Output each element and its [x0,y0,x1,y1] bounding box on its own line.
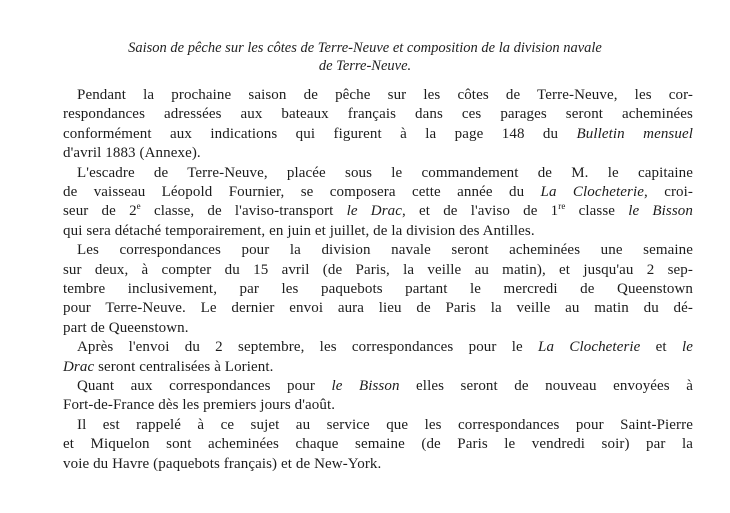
text-run: et [640,339,682,356]
text-line [77,377,693,396]
text-run: conformément aux indications qui figurent à la page 148 du [63,125,577,142]
text-run: classe, de l'aviso-transport [140,203,347,220]
text-line [63,396,335,415]
italic-text: le Drac [346,203,403,220]
text-run: seront centralisées à Lorient. [94,358,274,375]
text-run: pour Terre-Neuve. Le dernier envoi aura lieu de Paris la veille au matin du dé- [63,300,693,317]
text-line [63,319,189,338]
italic-text: le Bisson [331,378,400,394]
text-line [63,299,693,318]
text-run: , croi- [644,184,694,200]
text-run: Fort-de-France dès les premiers jours d'août. [63,397,336,414]
text-line [63,125,693,144]
text-run: Après l'envoi du 2 septembre, les correspondances pour le [77,339,539,356]
text-line [63,455,381,474]
text-run: d'avril 1883 (Annexe). [63,145,201,162]
heading-line-1: Saison de pêche sur les côtes de Terre-Neuve et composition de la division navale [128,40,602,56]
text-line [77,338,693,357]
text-run: tembre inclusivement, par les paquebots partant le mercredi de Queenstown [63,281,693,297]
text-line [63,435,693,454]
superscript-text: e [136,201,141,212]
text-line [63,183,693,202]
italic-text: La Clocheterie [538,339,641,356]
text-line [77,416,693,435]
text-line [63,222,535,241]
text-run: de vaisseau Léopold Fournier, se composera cette année du [63,184,541,200]
text-line [63,358,274,377]
text-run: Quant aux correspondances pour [77,378,332,394]
text-run: seur de 2 [63,203,137,220]
text-run: voie du Havre (paquebots français) et de New-York. [63,455,382,472]
italic-text: Bulletin mensuel [576,125,693,142]
text-run: elles seront de nouveau envoyées à [399,378,693,394]
text-run: part de Queenstown. [63,319,189,336]
italic-text: La Clocheterie [540,184,644,200]
text-run: classe [565,203,629,220]
text-run: respondances adressées aux bateaux français dans ces parages seront acheminées [63,106,693,123]
text-line [77,164,693,183]
text-run: Pendant la prochaine saison de pêche sur les côtes de Terre-Neuve, les cor- [77,87,693,103]
text-run: Les correspondances pour la division navale seront acheminées une semaine [77,242,693,259]
text-line [63,261,693,280]
text-line [63,202,693,221]
text-run: L'escadre de Terre-Neuve, placée sous le commandement de M. le capitaine [77,164,693,181]
superscript-text: re [558,201,566,212]
text-run: Il est rappelé à ce sujet au service que les correspondances pour Saint-Pierre [77,416,693,433]
text-line [63,280,693,299]
text-line [63,105,693,124]
heading-line-2: de Terre-Neuve. [318,58,412,74]
text-run: sur deux, à compter du 15 avril (de Paris, la veille au matin), et jusqu'au 2 sep- [63,261,693,278]
italic-text: le [681,339,693,356]
text-run: et Miquelon sont acheminées chaque semaine (de Paris le vendredi soir) par la [63,436,693,453]
text-line [77,241,693,260]
text-line [77,86,693,105]
text-run: , et de l'aviso de 1 [402,203,559,220]
italic-text: le Bisson [628,203,693,220]
italic-text: Drac [63,358,95,375]
text-line [63,144,201,163]
text-run: qui sera détaché temporairement, en juin et juillet, de la division des Antilles. [63,222,535,239]
